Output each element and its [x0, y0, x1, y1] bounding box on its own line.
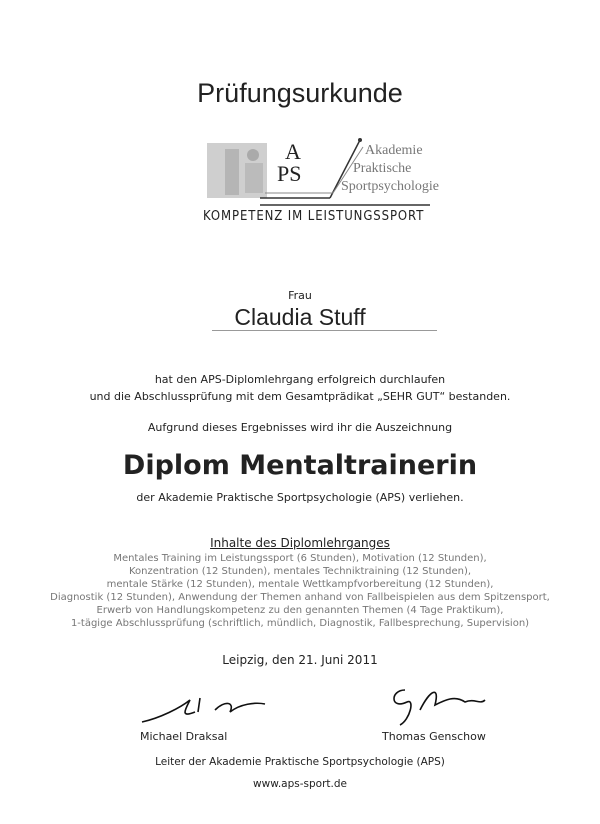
contents-line: Konzentration (12 Stunden), mentales Techniktraining (12 Stunden),: [128, 566, 472, 577]
contents-heading: Inhalte des Diplomlehrganges: [210, 536, 390, 550]
logo-ps: PS: [277, 161, 302, 186]
aps-logo: [203, 135, 439, 230]
recipient-name: Claudia Stuff: [234, 304, 366, 330]
award-title: Diplom Mentaltrainerin: [122, 450, 478, 481]
contents-line: 1-tägige Abschlussprüfung (schriftlich, mündlich, Diagnostik, Fallbesprechung, Supervision): [70, 618, 530, 629]
signatory-1: Michael Draksal: [140, 730, 228, 743]
body-line-2: und die Abschlussprüfung mit dem Gesamtprädikat „SEHR GUT“ bestanden.: [89, 390, 511, 403]
body-line-4: der Akademie Praktische Sportpsychologie (APS) verliehen.: [136, 491, 464, 504]
signatory-2: Thomas Genschow: [382, 730, 486, 743]
signature-draksal-icon: [140, 690, 270, 730]
logo-slogan: KOMPETENZ IM LEISTUNGSSPORT: [203, 209, 425, 224]
salutation: Frau: [288, 289, 312, 302]
contents-list: [0, 552, 600, 630]
contents-line: Mentales Training im Leistungssport (6 Stunden), Motivation (12 Stunden),: [113, 553, 487, 564]
logo-a: A: [285, 139, 301, 164]
body-line-1: hat den APS-Diplomlehrgang erfolgreich durchlaufen: [154, 373, 446, 386]
contents-line: Erwerb von Handlungskompetenz zu den genannten Themen (4 Tage Praktikum),: [96, 605, 504, 616]
logo-line3: Sportpsychologie: [341, 179, 439, 194]
footer-website[interactable]: www.aps-sport.de: [253, 778, 347, 790]
place-date: Leipzig, den 21. Juni 2011: [222, 653, 378, 667]
name-underline: [212, 330, 437, 331]
signature-genschow-icon: [385, 680, 495, 730]
logo-line2: Praktische: [353, 161, 412, 176]
contents-line: Diagnostik (12 Stunden), Anwendung der Themen anhand von Fallbeispielen aus dem Spitzensport,: [50, 592, 550, 603]
footer-role: Leiter der Akademie Praktische Sportpsychologie (APS): [155, 756, 445, 768]
contents-line: mentale Stärke (12 Stunden), mentale Wettkampfvorbereitung (12 Stunden),: [106, 579, 494, 590]
logo-line1: Akademie: [365, 143, 423, 158]
body-line-3: Aufgrund dieses Ergebnisses wird ihr die Auszeichnung: [147, 421, 453, 434]
page-title: Prüfungsurkunde: [197, 78, 403, 108]
